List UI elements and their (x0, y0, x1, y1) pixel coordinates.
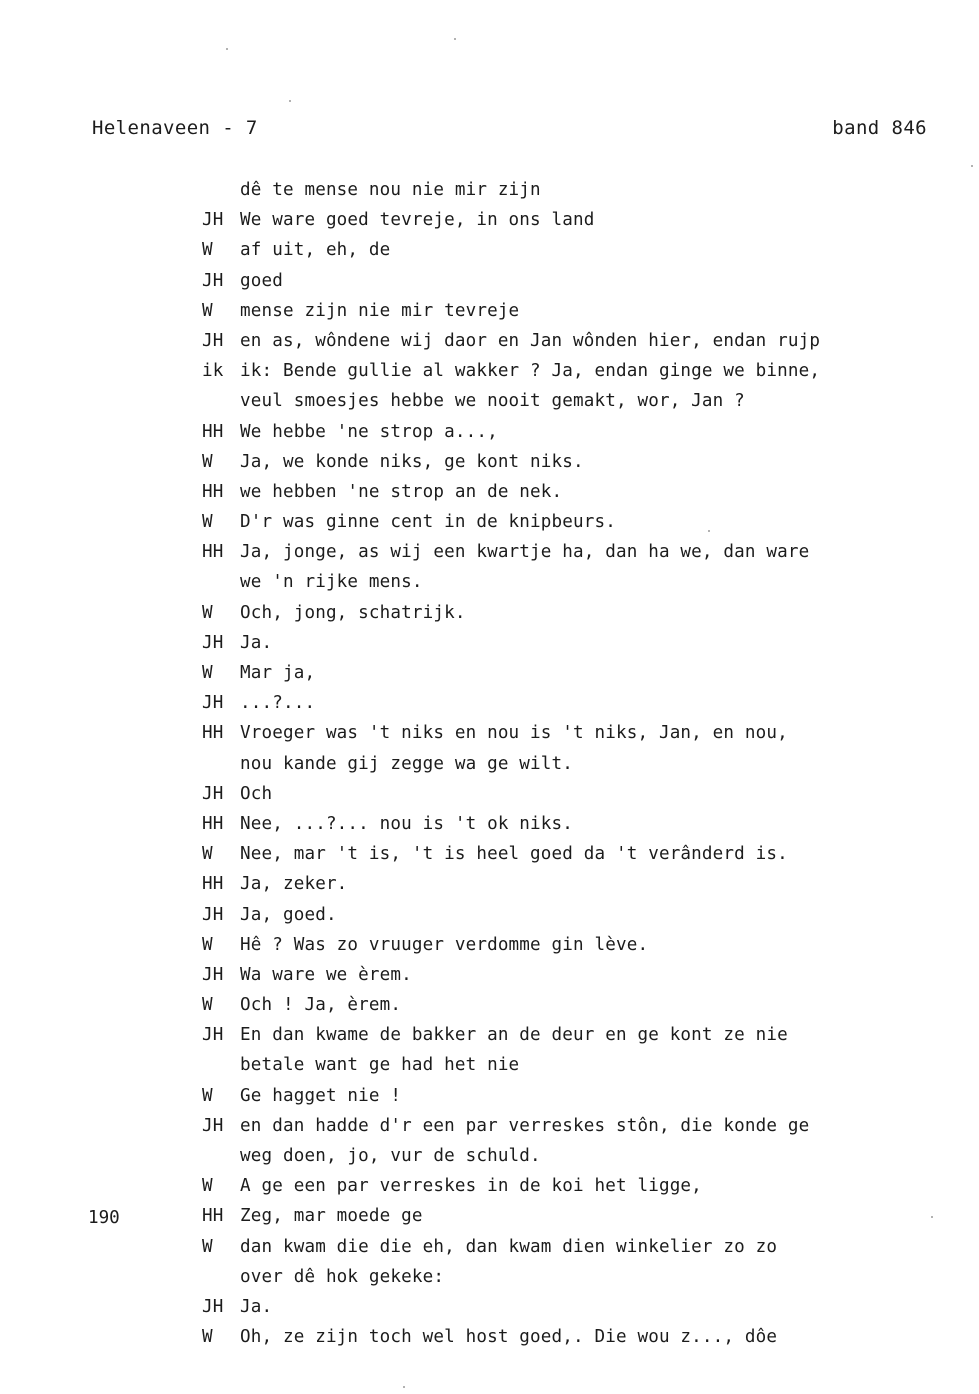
transcript-line (202, 749, 922, 779)
transcript-line (202, 1232, 922, 1262)
speaker-label: HH (202, 723, 224, 744)
speaker-label: W (202, 240, 213, 261)
transcript-body (202, 175, 922, 1352)
utterance-text: ...?... (240, 693, 316, 714)
transcript-line (202, 326, 922, 356)
speaker-label: W (202, 934, 213, 955)
transcript-line (202, 386, 922, 416)
transcript-line (202, 567, 922, 597)
transcript-line (202, 1201, 922, 1231)
transcript-line (202, 1111, 922, 1141)
speaker-label: JH (202, 632, 224, 653)
utterance-text: A ge een par verreskes in de koi het ligge, (240, 1176, 702, 1197)
transcript-line (202, 930, 922, 960)
speaker-label: W (202, 512, 213, 533)
paper-speck (971, 165, 973, 167)
transcript-line (202, 1081, 922, 1111)
speaker-label: W (202, 995, 213, 1016)
paper-speck (289, 100, 291, 102)
paper-speck (403, 1386, 405, 1388)
speaker-label: ik (202, 361, 224, 382)
utterance-text: mense zijn nie mir tevreje (240, 300, 520, 321)
utterance-text: af uit, eh, de (240, 240, 391, 261)
utterance-text: Ja, we konde niks, ge kont niks. (240, 451, 584, 472)
speaker-label: JH (202, 270, 224, 291)
utterance-text: weg doen, jo, vur de schuld. (240, 1146, 541, 1166)
utterance-text: Ja, zeker. (240, 874, 348, 895)
speaker-label: W (202, 1176, 213, 1197)
speaker-label: JH (202, 964, 224, 985)
utterance-text: Ja, goed. (240, 904, 337, 925)
speaker-label: JH (202, 1296, 224, 1317)
speaker-label: JH (202, 693, 224, 714)
transcript-line (202, 960, 922, 990)
utterance-text: Ge hagget nie ! (240, 1085, 402, 1106)
paper-speck (454, 38, 456, 40)
paper-speck (226, 48, 228, 50)
transcript-line (202, 1262, 922, 1292)
transcript-line (202, 205, 922, 235)
header-tape-number: band 846 (832, 117, 927, 139)
utterance-text: En dan kwame de bakker an de deur en ge kont ze nie (240, 1025, 788, 1046)
transcript-line (202, 175, 922, 205)
utterance-text: Och ! Ja, èrem. (240, 995, 402, 1016)
utterance-text: over dê hok gekeke: (240, 1266, 445, 1287)
speaker-label: JH (202, 330, 224, 351)
transcript-line (202, 598, 922, 628)
transcript-line (202, 537, 922, 567)
transcript-line (202, 718, 922, 748)
header-title: Helenaveen - 7 (92, 117, 258, 139)
transcript-line (202, 779, 922, 809)
utterance-text: en as, wôndene wij daor en Jan wônden hier, endan rujp (240, 330, 821, 351)
utterance-text: Nee, mar 't is, 't is heel goed da 't verânderd is. (240, 844, 788, 865)
transcript-line (202, 1050, 922, 1080)
speaker-label: HH (202, 874, 224, 895)
paper-speck (708, 530, 710, 532)
transcript-line (202, 477, 922, 507)
speaker-label: HH (202, 813, 224, 834)
utterance-text: Och, jong, schatrijk. (240, 602, 466, 623)
transcript-line (202, 296, 922, 326)
transcript-line (202, 990, 922, 1020)
transcript-line (202, 266, 922, 296)
transcript-line (202, 658, 922, 688)
utterance-text: Ja, jonge, as wij een kwartje ha, dan ha we, dan ware (240, 542, 810, 563)
transcript-line (202, 1171, 922, 1201)
speaker-label: W (202, 300, 213, 321)
speaker-label: HH (202, 421, 224, 442)
transcript-line (202, 1141, 922, 1171)
speaker-label: JH (202, 1115, 224, 1136)
utterance-text: We hebbe 'ne strop a..., (240, 421, 498, 442)
transcript-line (202, 688, 922, 718)
utterance-text: we hebben 'ne strop an de nek. (240, 481, 563, 502)
utterance-text: dê te mense nou nie mir zijn (240, 180, 541, 200)
utterance-text: Och (240, 783, 273, 804)
utterance-text: Vroeger was 't niks en nou is 't niks, Jan, en nou, (240, 723, 788, 744)
transcript-line (202, 900, 922, 930)
speaker-label: HH (202, 481, 224, 502)
transcript-line (202, 507, 922, 537)
speaker-label: HH (202, 1206, 224, 1227)
utterance-text: goed (240, 270, 283, 291)
speaker-label: W (202, 844, 213, 865)
speaker-label: JH (202, 1025, 224, 1046)
utterance-text: Oh, ze zijn toch wel host goed,. Die wou z..., dôe (240, 1327, 778, 1348)
utterance-text: dan kwam die die eh, dan kwam dien winkelier zo zo (240, 1236, 778, 1257)
speaker-label: JH (202, 904, 224, 925)
utterance-text: Wa ware we èrem. (240, 964, 412, 985)
transcript-line (202, 1322, 922, 1352)
margin-counter: 190 (88, 1208, 120, 1228)
utterance-text: D'r was ginne cent in de knipbeurs. (240, 512, 616, 533)
transcript-line (202, 447, 922, 477)
utterance-text: veul smoesjes hebbe we nooit gemakt, wor, Jan ? (240, 391, 745, 412)
utterance-text: betale want ge had het nie (240, 1055, 520, 1076)
transcript-line (202, 356, 922, 386)
utterance-text: Nee, ...?... nou is 't ok niks. (240, 813, 574, 834)
speaker-label: W (202, 451, 213, 472)
transcript-line (202, 235, 922, 265)
utterance-text: Ja. (240, 1296, 273, 1317)
transcript-line (202, 1020, 922, 1050)
utterance-text: We ware goed tevreje, in ons land (240, 210, 595, 231)
utterance-text: ik: Bende gullie al wakker ? Ja, endan ginge we binne, (240, 361, 821, 382)
utterance-text: en dan hadde d'r een par verreskes stôn, die konde ge (240, 1115, 810, 1136)
utterance-text: we 'n rijke mens. (240, 572, 423, 593)
transcript-line (202, 1292, 922, 1322)
transcript-line (202, 809, 922, 839)
transcript-line (202, 869, 922, 899)
speaker-label: HH (202, 542, 224, 563)
speaker-label: W (202, 1236, 213, 1257)
speaker-label: W (202, 1327, 213, 1348)
speaker-label: W (202, 602, 213, 623)
utterance-text: Hê ? Was zo vruuger verdomme gin lève. (240, 934, 649, 955)
utterance-text: Mar ja, (240, 663, 316, 683)
transcript-line (202, 628, 922, 658)
speaker-label: JH (202, 783, 224, 804)
transcript-line (202, 839, 922, 869)
speaker-label: W (202, 1085, 213, 1106)
paper-speck (931, 1216, 933, 1218)
utterance-text: nou kande gij zegge wa ge wilt. (240, 753, 574, 774)
transcript-line (202, 417, 922, 447)
speaker-label: W (202, 663, 213, 683)
utterance-text: Zeg, mar moede ge (240, 1206, 423, 1227)
utterance-text: Ja. (240, 632, 273, 653)
speaker-label: JH (202, 210, 224, 231)
